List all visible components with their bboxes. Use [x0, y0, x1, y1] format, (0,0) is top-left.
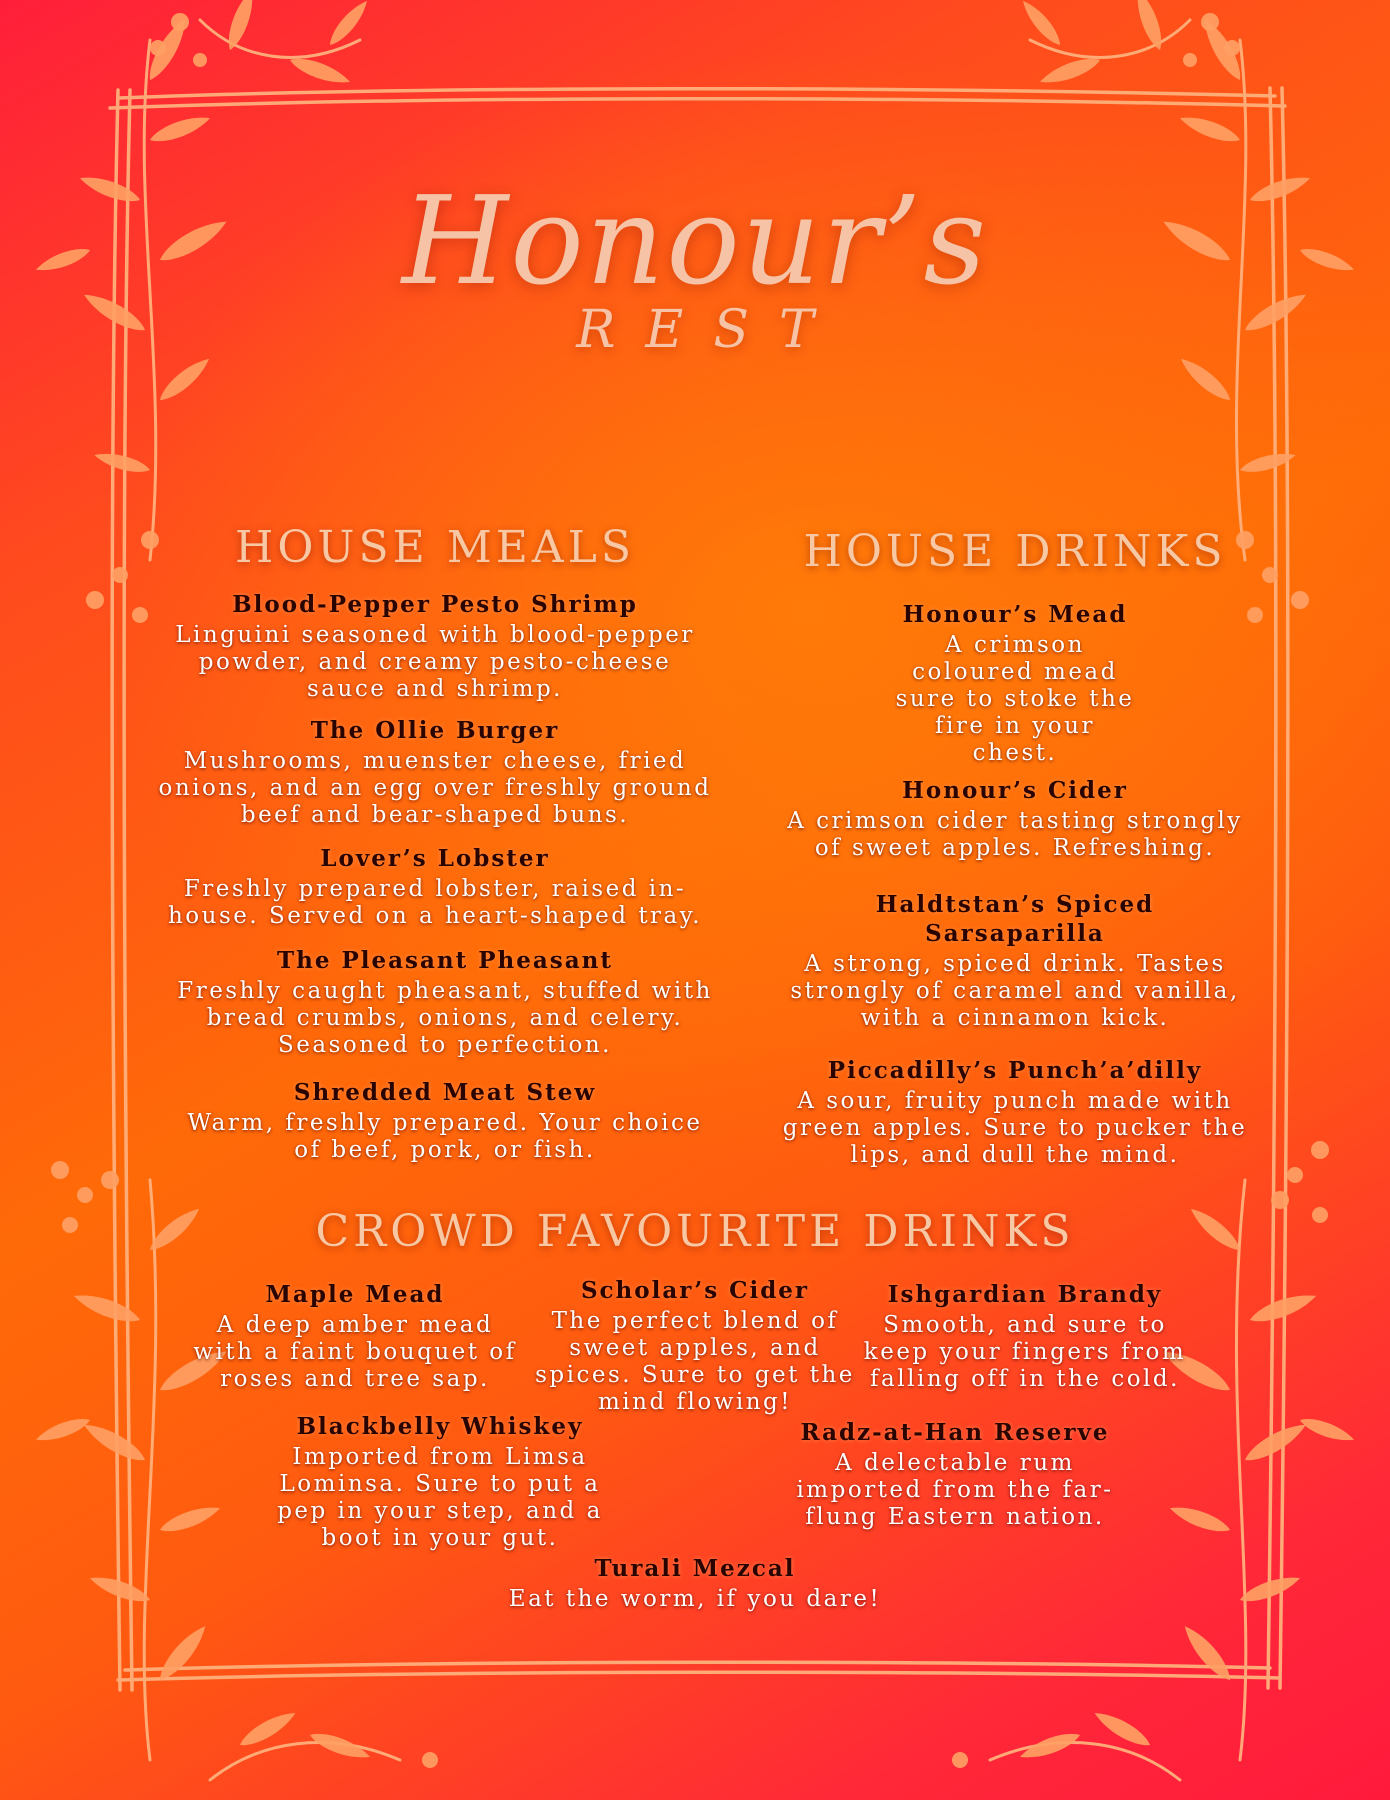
item-description: A deep amber mead with a faint bouquet of roses and tree sap. — [193, 1312, 517, 1392]
menu-item-ollie-burger — [140, 716, 730, 829]
item-name: The Pleasant Pheasant — [276, 947, 613, 974]
item-name: Blood-Pepper Pesto Shrimp — [232, 591, 638, 618]
menu-item-piccadillys-punchadilly — [770, 1056, 1260, 1169]
item-description: The perfect blend of sweet apples, and spices. Sure to get the mind flowing! — [535, 1308, 855, 1415]
menu-item-blood-pepper-pesto-shrimp — [140, 590, 730, 703]
item-description: Eat the worm, if you dare! — [508, 1586, 882, 1612]
item-description: A sour, fruity punch made with green apples. Sure to pucker the lips, and dull the mind. — [782, 1088, 1248, 1168]
item-name: Haldtstan’s Spiced Sarsaparilla — [875, 891, 1155, 947]
item-name: Radz-at-Han Reserve — [800, 1419, 1110, 1446]
menu-item-honours-cider — [780, 776, 1250, 862]
item-description: A delectable rum imported from the far- flung Eastern nation. — [796, 1450, 1114, 1530]
menu-item-shredded-meat-stew — [150, 1078, 740, 1164]
item-description: Imported from Limsa Lominsa. Sure to put a pep in your step, and a boot in your gut. — [277, 1444, 603, 1551]
menu-item-blackbelly-whiskey — [265, 1412, 615, 1552]
item-name: Turali Mezcal — [594, 1555, 796, 1582]
item-name: Ishgardian Brandy — [887, 1281, 1163, 1308]
menu-item-ishgardian-brandy — [860, 1280, 1190, 1393]
menu-item-turali-mezcal — [445, 1554, 945, 1613]
item-name: Shredded Meat Stew — [293, 1079, 597, 1106]
item-name: Maple Mead — [265, 1281, 445, 1308]
item-name: Blackbelly Whiskey — [296, 1413, 584, 1440]
item-description: Linguini seasoned with blood-pepper powder, and creamy pesto-cheese sauce and shrimp. — [175, 622, 695, 702]
title-subtitle: REST — [576, 300, 844, 360]
item-name: Piccadilly’s Punch’a’dilly — [827, 1057, 1203, 1084]
item-description: Freshly caught pheasant, stuffed with bread crumbs, onions, and celery. Seasoned to perfection. — [177, 978, 713, 1058]
item-description: A crimson coloured mead sure to stoke the fire in your chest. — [895, 632, 1135, 766]
menu-item-scholars-cider — [535, 1276, 855, 1416]
item-name: Honour’s Cider — [902, 777, 1128, 804]
menu-item-haldtstans-spiced-sarsaparilla — [770, 890, 1260, 1032]
item-description: Mushrooms, muenster cheese, fried onions, and an egg over freshly ground beef and bear-shaped buns. — [158, 748, 712, 828]
item-description: Smooth, and sure to keep your fingers from falling off in the cold. — [863, 1312, 1187, 1392]
item-name: Lover’s Lobster — [320, 845, 550, 872]
house-drinks-heading: HOUSE DRINKS — [803, 526, 1227, 577]
menu-item-honours-mead — [800, 600, 1230, 767]
menu-item-lovers-lobster — [140, 844, 730, 930]
menu-item-maple-mead — [190, 1280, 520, 1393]
item-name: Honour’s Mead — [902, 601, 1128, 628]
item-name: Scholar’s Cider — [580, 1277, 810, 1304]
item-name: The Ollie Burger — [310, 717, 560, 744]
restaurant-title — [0, 150, 1390, 380]
menu-item-radz-at-han-reserve — [780, 1418, 1130, 1531]
menu-item-pleasant-pheasant — [150, 946, 740, 1059]
item-description: Warm, freshly prepared. Your choice of beef, pork, or fish. — [187, 1110, 703, 1163]
crowd-favourite-drinks-heading: CROWD FAVOURITE DRINKS — [315, 1206, 1075, 1257]
title-script: Honour’s — [401, 170, 989, 312]
item-description: Freshly prepared lobster, raised in- house. Served on a heart-shaped tray. — [167, 876, 703, 929]
house-meals-heading: HOUSE MEALS — [234, 522, 636, 573]
item-description: A crimson cider tasting strongly of sweet apples. Refreshing. — [787, 808, 1243, 861]
item-description: A strong, spiced drink. Tastes strongly of caramel and vanilla, with a cinnamon kick. — [790, 951, 1240, 1031]
